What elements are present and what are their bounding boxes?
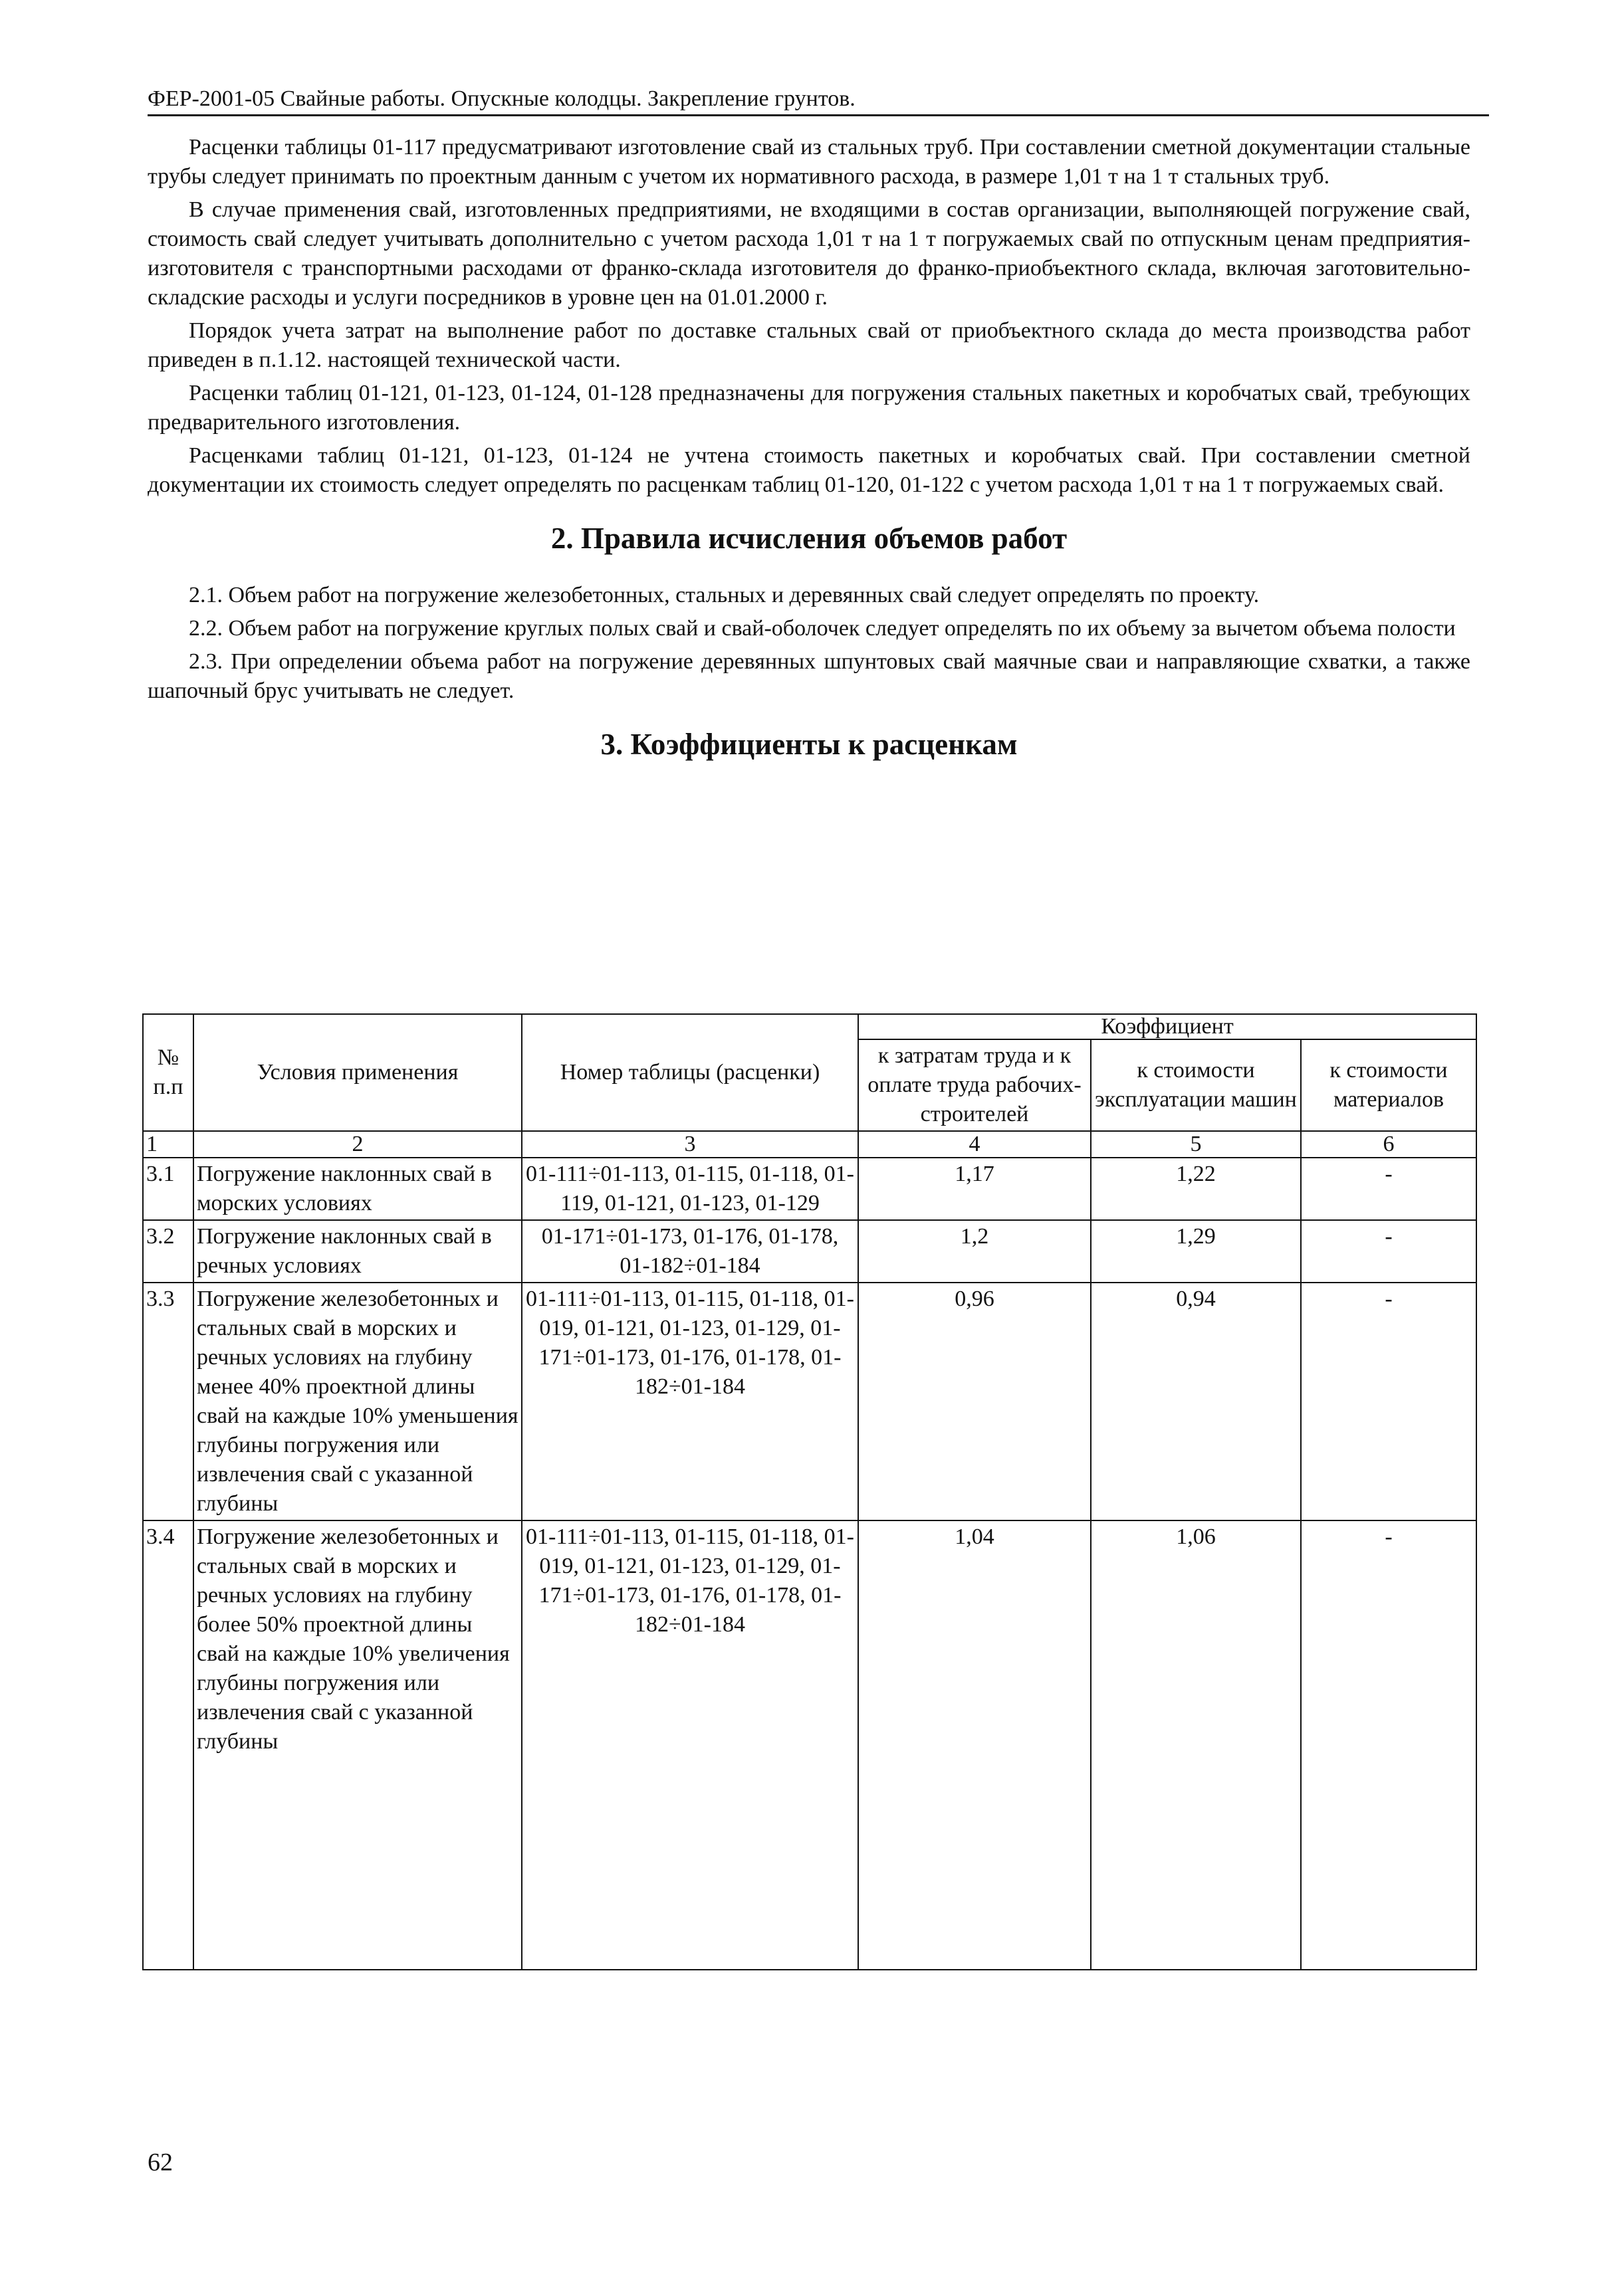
table-row <box>143 1520 1476 1970</box>
row-number: 3.4 <box>143 1520 193 1970</box>
row-conditions: Погружение наклонных свай в речных условиях <box>193 1220 522 1283</box>
header-number: № п.п <box>143 1014 193 1131</box>
column-number: 4 <box>858 1131 1091 1158</box>
header-machines: к стоимости эксплуатации машин <box>1091 1039 1301 1131</box>
column-number: 6 <box>1301 1131 1476 1158</box>
header-table-number: Номер таблицы (расценки) <box>522 1014 858 1131</box>
row-conditions: Погружение железобетонных и стальных свай в морских и речных условиях на глубину более 50% проектной длины свай на каждые 10% увеличения глубины погружения или извлечения свай с указанной глубины <box>193 1520 522 1970</box>
row-conditions: Погружение наклонных свай в морских условиях <box>193 1158 522 1220</box>
section-2-paragraph: 2.3. При определении объема работ на погружение деревянных шпунтовых свай маячные сваи и направляющие схватки, а также шапочный брус учитывать не следует. <box>148 649 1470 703</box>
column-numbers-row <box>143 1131 1476 1158</box>
intro-paragraph: В случае применения свай, изготовленных предприятиями, не входящими в состав организации, выполняющей погружение свай, стоимость свай следует учитывать дополнительно с учетом расхода 1,01 т на 1 т погружаемых свай по отпускным ценам предприятия-изготовителя с транспортными расходами от франко-склада изготовителя до франко-приобъектного склада, включая заготовительно-складские расходы и услуги посредников в уровне цен на 01.01.2000 г. <box>148 197 1470 310</box>
row-labor-coef: 0,96 <box>858 1283 1091 1520</box>
intro-paragraph: Расценками таблиц 01-121, 01-123, 01-124 не учтена стоимость пакетных и коробчатых свай. При составлении сметной документации их стоимость следует определять по расценкам таблиц 01-120, 01-122 с учетом расхода 1,01 т на 1 т погружаемых свай. <box>148 443 1470 497</box>
row-machines-coef: 1,29 <box>1091 1220 1301 1283</box>
row-table-number: 01-111÷01-113, 01-115, 01-118, 01-119, 01-121, 01-123, 01-129 <box>522 1158 858 1220</box>
row-machines-coef: 1,06 <box>1091 1520 1301 1970</box>
row-labor-coef: 1,04 <box>858 1520 1091 1970</box>
row-number: 3.3 <box>143 1283 193 1520</box>
intro-paragraph: Расценки таблицы 01-117 предусматривают изготовление свай из стальных труб. При составлении сметной документации стальные трубы следует принимать по проектным данным с учетом их нормативного расхода, в размере 1,01 т на 1 т стальных труб. <box>148 135 1470 189</box>
row-machines-coef: 1,22 <box>1091 1158 1301 1220</box>
row-labor-coef: 1,2 <box>858 1220 1091 1283</box>
coefficients-table <box>142 1013 1477 1970</box>
row-labor-coef: 1,17 <box>858 1158 1091 1220</box>
header-labor: к затратам труда и к оплате труда рабочих-строителей <box>858 1039 1091 1131</box>
row-number: 3.2 <box>143 1220 193 1283</box>
header-coefficient: Коэффициент <box>858 1014 1476 1039</box>
document-body <box>148 133 1470 787</box>
row-table-number: 01-111÷01-113, 01-115, 01-118, 01-019, 01-121, 01-123, 01-129, 01-171÷01-173, 01-176, 01-178, 01-182÷01-184 <box>522 1520 858 1970</box>
header-materials: к стоимости материалов <box>1301 1039 1476 1131</box>
section-2-paragraph: 2.1. Объем работ на погружение железобетонных, стальных и деревянных свай следует определять по проекту. <box>189 583 1260 607</box>
section-2-title: 2. Правила исчисления объемов работ <box>550 522 1068 555</box>
column-number: 5 <box>1091 1131 1301 1158</box>
section-3-title: 3. Коэффициенты к расценкам <box>600 728 1018 761</box>
header-conditions: Условия применения <box>193 1014 522 1131</box>
intro-paragraph: Расценки таблиц 01-121, 01-123, 01-124, 01-128 предназначены для погружения стальных пакетных и коробчатых свай, требующих предварительного изготовления. <box>148 381 1470 435</box>
row-materials-coef: - <box>1301 1283 1476 1520</box>
row-materials-coef: - <box>1301 1158 1476 1220</box>
row-machines-coef: 0,94 <box>1091 1283 1301 1520</box>
row-materials-coef: - <box>1301 1520 1476 1970</box>
intro-paragraph: Порядок учета затрат на выполнение работ по доставке стальных свай от приобъектного склада до места производства работ приведен в п.1.12. настоящей технической части. <box>148 318 1470 372</box>
table-row <box>143 1283 1476 1520</box>
page-header: ФЕР-2001-05 Свайные работы. Опускные колодцы. Закрепление грунтов. <box>148 85 1489 116</box>
row-table-number: 01-171÷01-173, 01-176, 01-178, 01-182÷01-184 <box>522 1220 858 1283</box>
row-materials-coef: - <box>1301 1220 1476 1283</box>
table-row <box>143 1220 1476 1283</box>
row-conditions: Погружение железобетонных и стальных свай в морских и речных условиях на глубину менее 40% проектной длины свай на каждые 10% уменьшения глубины погружения или извлечения свай с указанной глубины <box>193 1283 522 1520</box>
row-table-number: 01-111÷01-113, 01-115, 01-118, 01-019, 01-121, 01-123, 01-129, 01-171÷01-173, 01-176, 01-178, 01-182÷01-184 <box>522 1283 858 1520</box>
row-number: 3.1 <box>143 1158 193 1220</box>
column-number: 1 <box>143 1131 193 1158</box>
page-number: 62 <box>148 2148 173 2176</box>
table-row <box>143 1158 1476 1220</box>
section-2-paragraph: 2.2. Объем работ на погружение круглых полых свай и свай-оболочек следует определять по их объему за вычетом объема полости <box>189 616 1456 641</box>
column-number: 3 <box>522 1131 858 1158</box>
column-number: 2 <box>193 1131 522 1158</box>
